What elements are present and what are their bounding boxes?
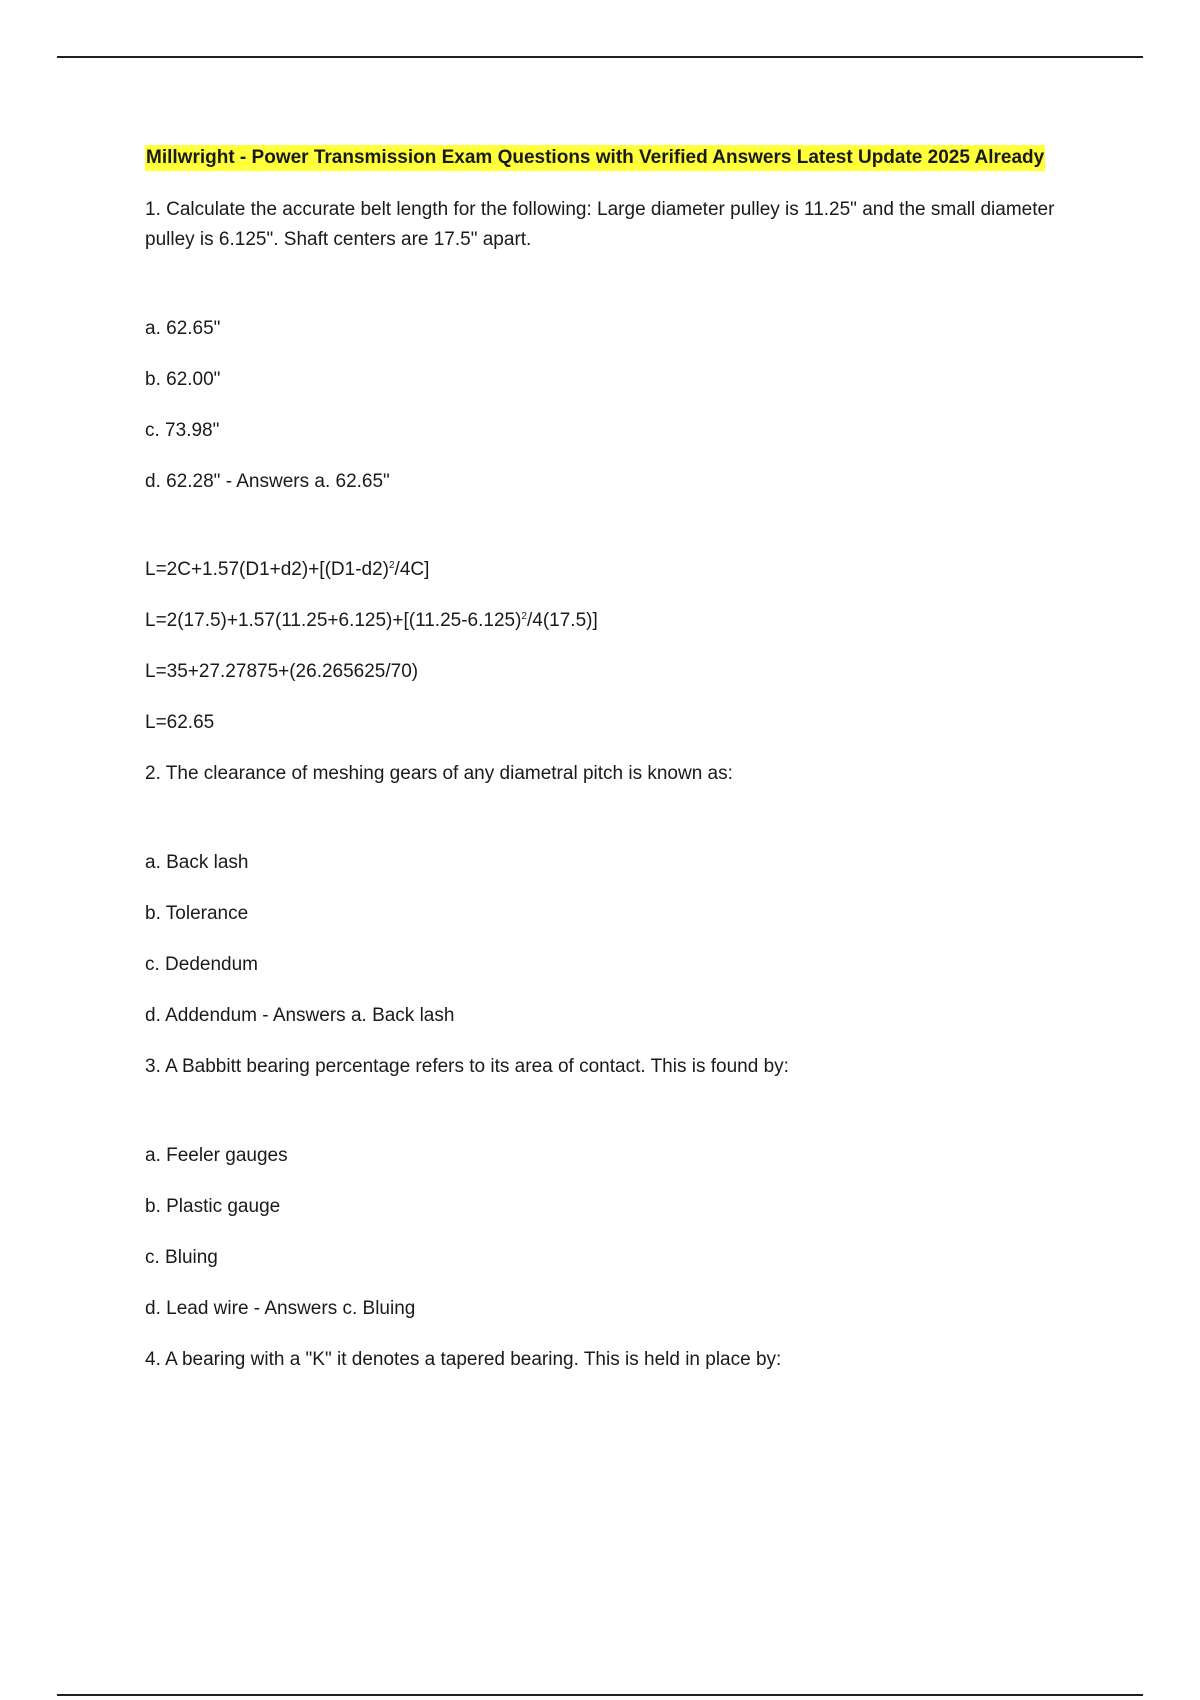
spacer xyxy=(145,497,1065,555)
question-3-option-c: c. Bluing xyxy=(145,1247,218,1268)
question-3-prompt: 3. A Babbitt bearing percentage refers to its area of contact. This is found by: xyxy=(145,1056,789,1077)
question-2-prompt: 2. The clearance of meshing gears of any diametral pitch is known as: xyxy=(145,763,733,784)
spacer xyxy=(145,1082,1065,1141)
question-1-option-c: c. 73.98" xyxy=(145,420,220,441)
formula-line-2: $L=2(17.5)+1.57(11.25+6.125)+[(11.25-6.125)^2/4(17.5)]$ xyxy=(145,610,598,631)
spacer xyxy=(145,255,1065,314)
spacer xyxy=(145,789,1065,848)
question-1-option-b: b. 62.00" xyxy=(145,369,221,390)
question-2-option-c: c. Dedendum xyxy=(145,954,259,975)
question-2-option-d-answer: d. Addendum - Answers a. Back lash xyxy=(145,1005,455,1026)
question-3-option-a: a. Feeler gauges xyxy=(145,1145,288,1166)
question-2-option-a: a. Back lash xyxy=(145,852,249,873)
question-4-prompt: 4. A bearing with a "K" it denotes a tapered bearing. This is held in place by: xyxy=(145,1349,782,1370)
question-2-option-b: b. Tolerance xyxy=(145,903,249,924)
document-title: Millwright - Power Transmission Exam Questions with Verified Answers Latest Update 2025 Already xyxy=(145,145,1045,171)
document-body xyxy=(145,143,1065,1375)
question-1-prompt: 1. Calculate the accurate belt length for the following: Large diameter pulley is 11.25" and the small diameter pulley is 6.125". Shaft centers are 17.5" apart. xyxy=(145,199,1055,250)
formula-line-3: L=35+27.27875+(26.265625/70) xyxy=(145,661,419,682)
formula-line-4: L=62.65 xyxy=(145,712,215,733)
question-1-option-d-answer: d. 62.28" - Answers a. 62.65" xyxy=(145,471,390,492)
footer-rule xyxy=(57,1694,1143,1696)
header-rule xyxy=(57,56,1143,58)
question-1-option-a: a. 62.65" xyxy=(145,318,221,339)
question-3-option-d-answer: d. Lead wire - Answers c. Bluing xyxy=(145,1298,416,1319)
question-3-option-b: b. Plastic gauge xyxy=(145,1196,281,1217)
formula-line-1: $L=2C+1.57(D1+d2)+[(D1-d2)^2/4C]$ xyxy=(145,559,430,580)
